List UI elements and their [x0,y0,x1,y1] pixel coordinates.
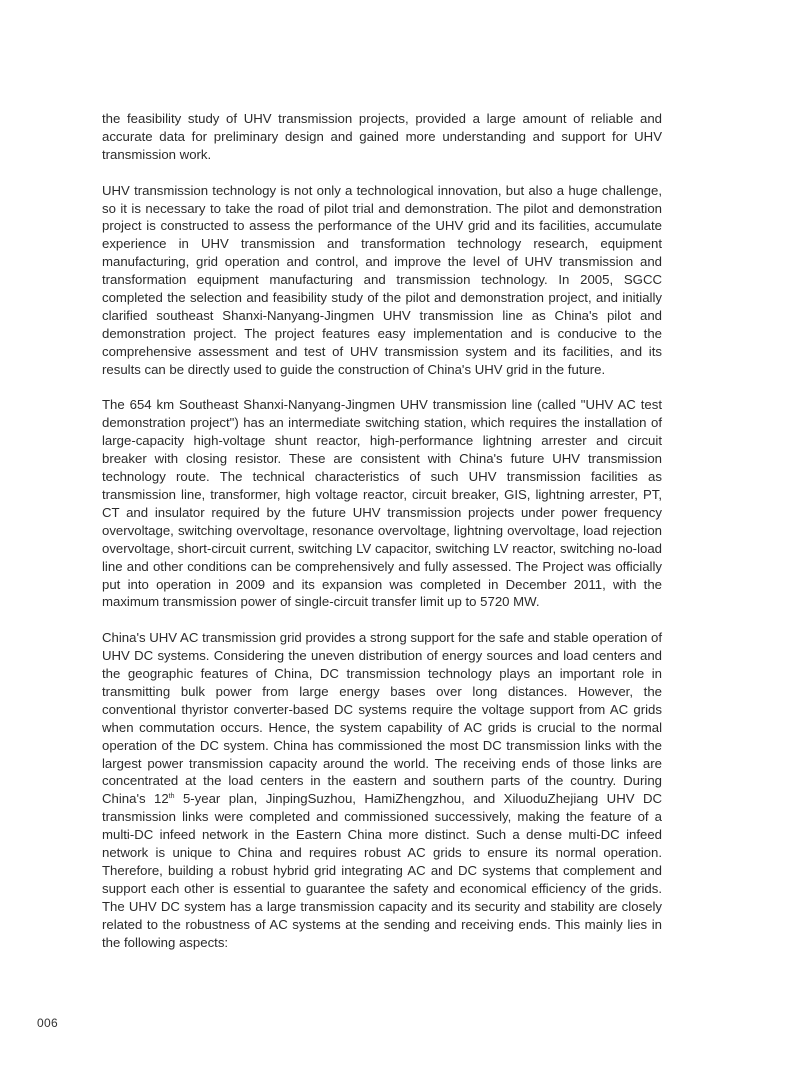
body-text [102,110,662,969]
ordinal-superscript: th [168,793,175,801]
paragraph-pilot-demonstration: UHV transmission technology is not only a technological innovation, but also a huge challenge, so it is necessary to take the road of pilot trial and demonstration. The pilot and demonstration project is constructed to assess the performance of the UHV grid and its facilities, accumulate experience in UHV transmission and transformation technology research, equipment manufacturing, grid operation and control, and improve the level of UHV transmission and transformation equipment manufacturing and transmission technology. In 2005, SGCC completed the selection and feasibility study of the pilot and demonstration project, and initially clarified southeast Shanxi-Nanyang-Jingmen UHV transmission line as China's pilot and demonstration project. The project features easy implementation and is conducive to the comprehensive assessment and test of UHV transmission system and its facilities, and its results can be directly used to guide the construction of China's UHV grid in the future. [102,182,662,377]
paragraph-text-part: China's UHV AC transmission grid provides a strong support for the safe and stable operation of UHV DC systems. Considering the uneven distribution of energy sources and load centers and the geographic features of China, DC transmission technology plays an important role in transmitting bulk power from large energy bases over long distances. However, the conventional thyristor converter-based DC systems require the voltage support from AC grids when commutation occurs. Hence, the system capability of AC grids is crucial to the normal operation of the DC system. China has commissioned the most DC transmission links with the largest power transmission capacity around the world. The receiving ends of those links are concentrated at the load centers in the eastern and southern parts of the country. During China's 12 [102,630,662,807]
paragraph-test-demonstration-project: The 654 km Southeast Shanxi-Nanyang-Jingmen UHV transmission line (called "UHV AC test demonstration project") has an intermediate switching station, which requires the installation of large-capacity high-voltage shunt reactor, high-performance lightning arrester and circuit breaker with closing resistor. These are consistent with China's future UHV transmission technology route. The technical characteristics of such UHV transmission facilities as transmission line, transformer, high voltage reactor, circuit breaker, GIS, lightning arrester, PT, CT and insulator required by the future UHV transmission projects under power frequency overvoltage, switching overvoltage, resonance overvoltage, lightning overvoltage, load rejection overvoltage, short-circuit current, switching LV capacitor, switching LV reactor, switching no-load line and other conditions can be comprehensively and fully assessed. The Project was officially put into operation in 2009 and its expansion was completed in December 2011, with the maximum transmission power of single-circuit transfer limit up to 5720 MW. [102,397,662,610]
paragraph-ac-dc-hybrid-grid [102,629,662,951]
page-number: 006 [37,1016,58,1030]
paragraph-feasibility-continuation: the feasibility study of UHV transmission projects, provided a large amount of reliable and accurate data for preliminary design and gained more understanding and support for UHV transmission work. [102,111,662,162]
paragraph-text-part: 5-year plan, JinpingSuzhou, HamiZhengzhou, and XiluoduZhejiang UHV DC transmission links were completed and commissioned successively, making the feature of a multi-DC infeed network in the Eastern China more distinct. Such a dense multi-DC infeed network is unique to China and requires robust AC grids to ensure its normal operation. Therefore, building a robust hybrid grid integrating AC and DC systems that complement and support each other is essential to guarantee the safety and economical efficiency of the grids. The UHV DC system has a large transmission capacity and its security and stability are closely related to the robustness of AC systems at the sending and receiving ends. This mainly lies in the following aspects: [102,791,662,950]
